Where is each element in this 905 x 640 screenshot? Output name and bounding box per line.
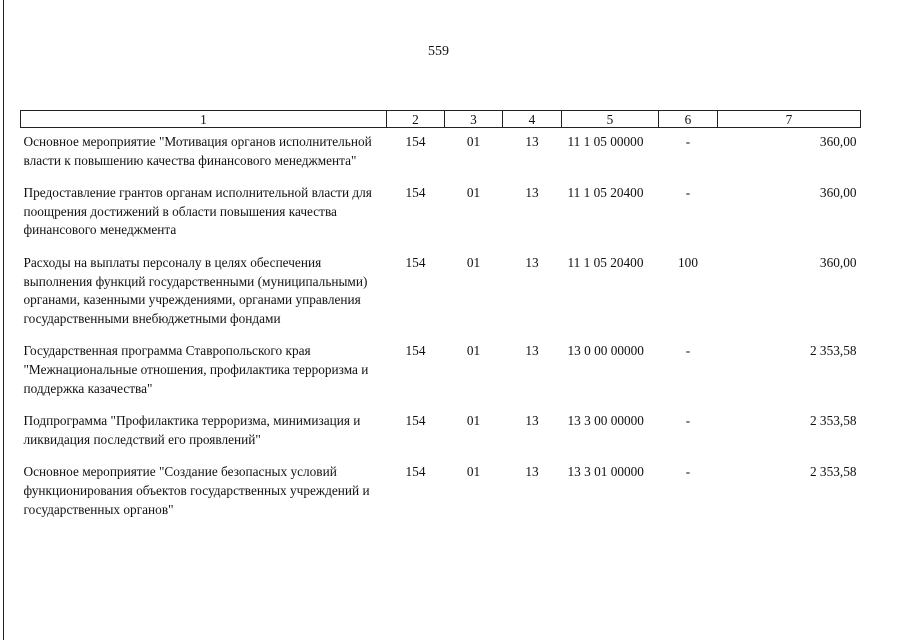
department-code: 154 [405,185,426,201]
section-code: 01 [466,413,481,429]
page-number: 559 [428,44,449,59]
subsection-code: 13 [525,254,539,270]
subsection-code: 13 [525,134,539,149]
target-article-code: 11 1 05 20400 [567,185,644,201]
amount: 360,00 [819,185,857,201]
expense-type-code: 100 [678,254,698,270]
target-article-code: 11 1 05 20400 [567,254,644,270]
section-code: 01 [466,254,481,270]
section-code: 01 [466,185,481,201]
expense-name: Подпрограмма "Профилактика терроризма, минимизация и ликвидация последствий его проявлений" [23,413,361,447]
column-header-4: 4 [503,111,562,128]
department-code: 154 [405,464,426,480]
subsection-code: 13 [525,185,539,201]
expense-type-code: - [685,413,691,429]
expense-type-code: - [685,185,691,201]
table-row [21,458,861,528]
column-header-3: 3 [445,111,503,128]
amount: 2 353,58 [809,413,857,429]
amount: 360,00 [819,254,857,270]
expense-name: Предоставление грантов органам исполнительной власти для поощрения достижений в области повышения качества финансового менеджмента [23,185,372,238]
column-header-6: 6 [659,111,718,128]
table-row [21,249,861,337]
section-code: 01 [466,464,481,480]
section-code: 01 [466,343,481,359]
subsection-code: 13 [525,413,539,429]
subsection-code: 13 [525,343,539,359]
target-article-code: 13 3 01 00000 [567,464,644,480]
section-code: 01 [466,134,481,149]
column-header-5: 5 [562,111,659,128]
target-article-code: 13 3 00 00000 [567,413,644,429]
budget-table [20,110,861,528]
department-code: 154 [405,134,426,149]
department-code: 154 [405,343,426,359]
budget-table-container [20,110,860,528]
expense-type-code: - [685,134,691,149]
expense-name: Государственная программа Ставропольского края "Межнациональные отношения, профилактика терроризма и поддержка казачества" [23,343,369,396]
table-row [21,128,861,180]
department-code: 154 [405,254,426,270]
target-article-code: 13 0 00 00000 [567,343,644,359]
amount: 2 353,58 [809,343,857,359]
expense-type-code: - [685,464,691,480]
expense-name: Основное мероприятие "Создание безопасных условий функционирования объектов государственных учреждений и государственных органов" [23,464,370,517]
column-header-2: 2 [387,111,445,128]
subsection-code: 13 [525,464,539,480]
table-row [21,179,861,249]
page-edge-line [3,0,4,640]
amount: 2 353,58 [809,464,857,480]
column-header-7: 7 [718,111,861,128]
table-row [21,337,861,407]
expense-type-code: - [685,343,691,359]
expense-name: Расходы на выплаты персоналу в целях обеспечения выполнения функций государственными (муниципальными) органами, казенными учреждениями, органами управления государственными внебюджетными фондами [23,254,368,326]
department-code: 154 [405,413,426,429]
target-article-code: 11 1 05 00000 [567,134,644,149]
table-row [21,407,861,458]
expense-name: Основное мероприятие "Мотивация органов исполнительной власти к повышению качества финансового менеджмента" [23,134,372,168]
amount: 360,00 [819,134,857,149]
column-header-1: 1 [21,111,387,128]
header-row [21,111,861,128]
